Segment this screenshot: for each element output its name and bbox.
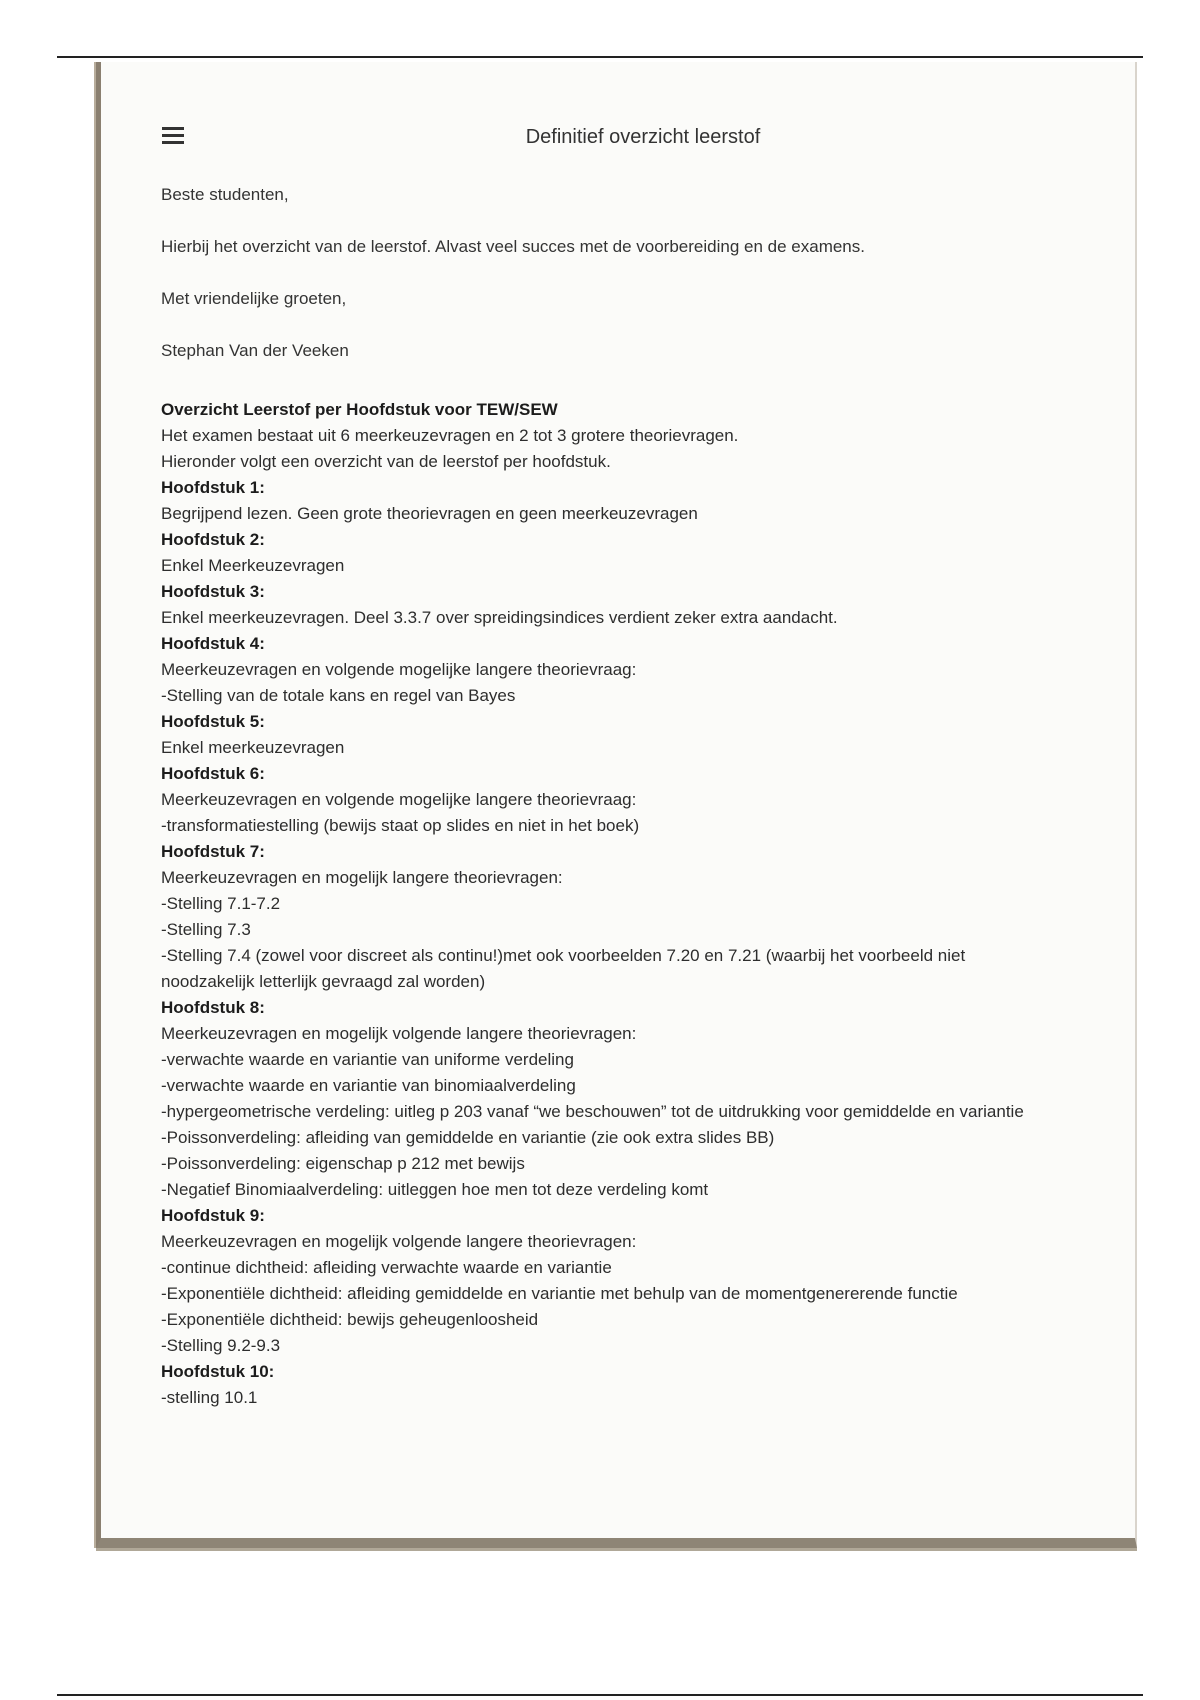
chapter-heading: Hoofdstuk 4: (161, 634, 265, 653)
content-line: -Poissonverdeling: eigenschap p 212 met bewijs (161, 1154, 525, 1173)
chapter-heading: Hoofdstuk 7: (161, 842, 265, 861)
chapter-heading: Hoofdstuk 9: (161, 1206, 265, 1225)
page-top-rule (57, 56, 1143, 58)
content-line: -Poissonverdeling: afleiding van gemiddelde en variantie (zie ook extra slides BB) (161, 1128, 775, 1147)
content-line: -Exponentiële dichtheid: afleiding gemiddelde en variantie met behulp van de momentgenererende functie (161, 1284, 958, 1303)
content-line: -Exponentiële dichtheid: bewijs geheugenloosheid (161, 1310, 539, 1329)
content-line: -continue dichtheid: afleiding verwachte waarde en variantie (161, 1258, 612, 1277)
document-view (101, 62, 1135, 1538)
content-line: -Stelling 7.3 (161, 920, 251, 939)
content-line: Enkel meerkeuzevragen. Deel 3.3.7 over spreidingsindices verdient zeker extra aandacht. (161, 608, 838, 627)
content-line: Meerkeuzevragen en volgende mogelijke langere theorievraag: (161, 660, 637, 679)
content-line: -Stelling 7.4 (zowel voor discreet als continu!)met ook voorbeelden 7.20 en 7.21 (waarbij het voorbeeld niet noodzakelijk letterlijk gevraagd zal worden) (161, 946, 966, 991)
chapter-heading: Hoofdstuk 5: (161, 712, 265, 731)
closing: Met vriendelijke groeten, (161, 289, 347, 308)
chapter-heading: Hoofdstuk 2: (161, 530, 265, 549)
photographed-screen (96, 62, 1137, 1548)
overview-heading: Overzicht Leerstof per Hoofdstuk voor TEW/SEW (161, 400, 558, 419)
chapter-heading: Hoofdstuk 6: (161, 764, 265, 783)
overview-section (161, 397, 1061, 1411)
content-line: -stelling 10.1 (161, 1388, 258, 1407)
content-line: -Negatief Binomiaalverdeling: uitleggen hoe men tot deze verdeling komt (161, 1180, 709, 1199)
content-line: -verwachte waarde en variantie van uniforme verdeling (161, 1050, 574, 1069)
overview-lines (161, 423, 1061, 1411)
chapter-heading: Hoofdstuk 3: (161, 582, 265, 601)
content-line: Enkel meerkeuzevragen (161, 738, 345, 757)
content-line: Meerkeuzevragen en mogelijk volgende langere theorievragen: (161, 1024, 637, 1043)
content-line: -Stelling van de totale kans en regel van Bayes (161, 686, 516, 705)
content-line: -verwachte waarde en variantie van binomiaalverdeling (161, 1076, 576, 1095)
content-line: Meerkeuzevragen en volgende mogelijke langere theorievraag: (161, 790, 637, 809)
content-line: -Stelling 7.1-7.2 (161, 894, 281, 913)
content-line: Enkel Meerkeuzevragen (161, 556, 345, 575)
message-text: Hierbij het overzicht van de leerstof. Alvast veel succes met de voorbereiding en de examens. (161, 237, 865, 256)
content-line: Meerkeuzevragen en mogelijk volgende langere theorievragen: (161, 1232, 637, 1251)
chapter-heading: Hoofdstuk 1: (161, 478, 265, 497)
chapter-heading: Hoofdstuk 8: (161, 998, 265, 1017)
content-line: Meerkeuzevragen en mogelijk langere theorievragen: (161, 868, 563, 887)
content-line: -hypergeometrische verdeling: uitleg p 203 vanaf “we beschouwen” tot de uitdrukking voor gemiddelde en variantie (161, 1102, 1024, 1121)
page-bottom-rule (57, 1694, 1143, 1696)
chapter-heading: Hoofdstuk 10: (161, 1362, 275, 1381)
content-line: -transformatiestelling (bewijs staat op slides en niet in het boek) (161, 816, 640, 835)
page-title: Definitief overzicht leerstof (525, 126, 761, 148)
intro-message (161, 184, 1061, 392)
content-line: Hieronder volgt een overzicht van de leerstof per hoofdstuk. (161, 452, 611, 471)
greeting: Beste studenten, (161, 185, 289, 204)
signature: Stephan Van der Veeken (161, 341, 349, 360)
content-line: Het examen bestaat uit 6 meerkeuzevragen en 2 tot 3 grotere theorievragen. (161, 426, 739, 445)
content-line: -Stelling 9.2-9.3 (161, 1336, 281, 1355)
content-line: Begrijpend lezen. Geen grote theorievragen en geen meerkeuzevragen (161, 504, 698, 523)
